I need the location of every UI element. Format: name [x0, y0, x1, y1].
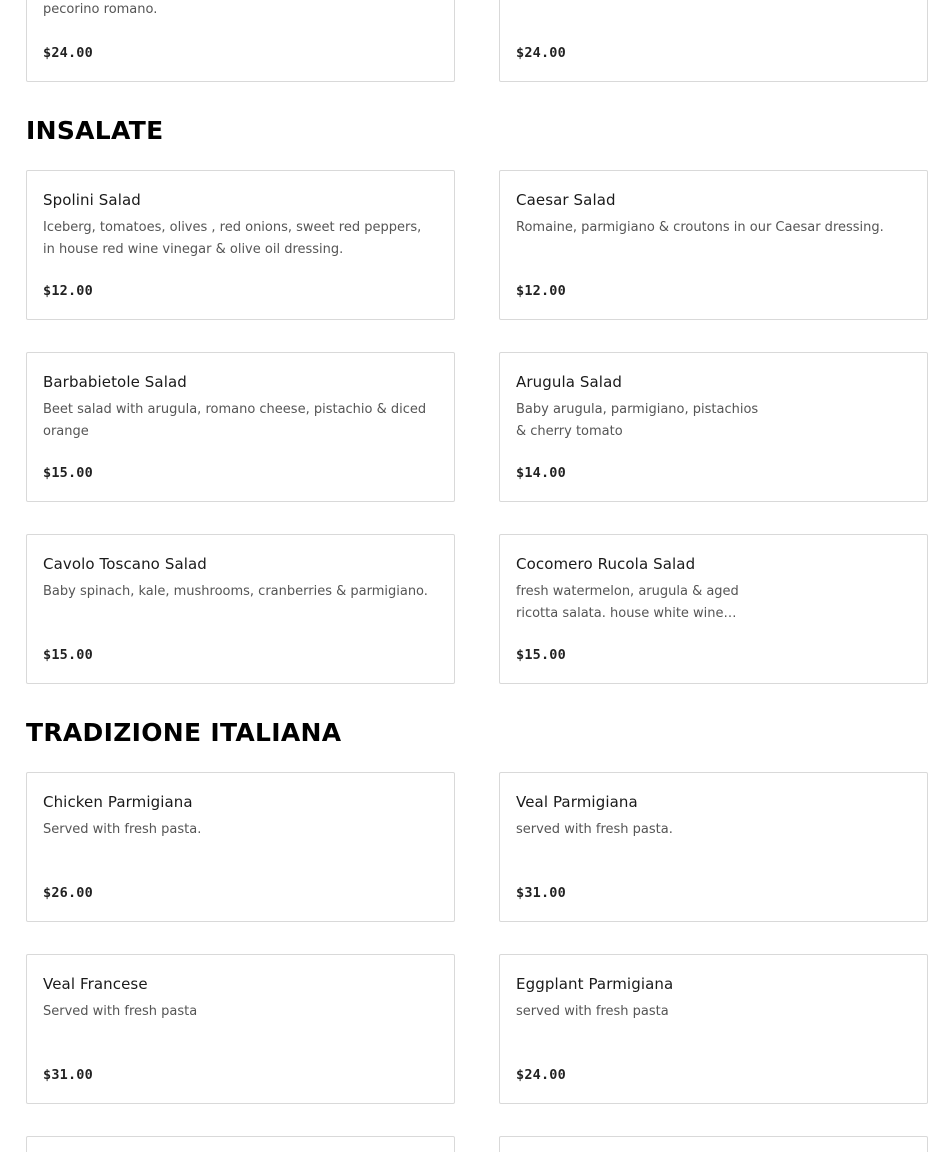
menu-item-card[interactable]: [499, 772, 928, 922]
menu-item-card[interactable]: [26, 1136, 455, 1152]
menu-item-price: $14.00: [516, 465, 566, 481]
menu-item-price: $24.00: [516, 1067, 566, 1083]
menu-item-name: Spolini Salad: [43, 191, 141, 209]
menu-item-description: served with fresh pasta.: [516, 822, 673, 837]
menu-item-description: Iceberg, tomatoes, olives , red onions, sweet red peppers, in house red wine vinegar & olive oil dressing.: [43, 220, 422, 257]
menu-item-name: Barbabietole Salad: [43, 373, 187, 391]
menu-item-description: Served with fresh pasta.: [43, 822, 202, 837]
menu-item-price: $12.00: [516, 283, 566, 299]
menu-item-price: $15.00: [43, 465, 93, 481]
menu-item-description: Beet salad with arugula, romano cheese, pistachio & diced orange: [43, 402, 427, 439]
menu-item-price: $24.00: [516, 45, 566, 61]
menu-item-price: $12.00: [43, 283, 93, 299]
menu-item-name: Veal Francese: [43, 975, 148, 993]
menu-item-description: Served with fresh pasta: [43, 1004, 198, 1019]
menu-item-name: Cavolo Toscano Salad: [43, 555, 207, 573]
menu-item-card[interactable]: [499, 534, 928, 684]
section-heading-tradizione-italiana: TRADIZIONE ITALIANA: [26, 718, 342, 747]
menu-item-name: Chicken Parmigiana: [43, 793, 193, 811]
menu-item-name: Cocomero Rucola Salad: [516, 555, 696, 573]
menu-item-price: $15.00: [43, 647, 93, 663]
menu-item-card[interactable]: [499, 352, 928, 502]
menu-item-card[interactable]: [26, 170, 455, 320]
menu-item-description: pecorino romano.: [43, 2, 158, 17]
menu-item-name: Veal Parmigiana: [516, 793, 638, 811]
menu-item-price: $24.00: [43, 45, 93, 61]
section-heading-insalate: INSALATE: [26, 116, 164, 145]
menu-item-card[interactable]: [26, 772, 455, 922]
menu-item-description: Romaine, parmigiano & croutons in our Caesar dressing.: [516, 220, 884, 235]
menu-item-card[interactable]: [499, 170, 928, 320]
menu-item-price: $31.00: [516, 885, 566, 901]
menu-item-name: Eggplant Parmigiana: [516, 975, 674, 993]
menu-item-price: $26.00: [43, 885, 93, 901]
menu-item-name: Arugula Salad: [516, 373, 622, 391]
menu-item-card[interactable]: [499, 0, 928, 82]
menu-item-name: Caesar Salad: [516, 191, 616, 209]
menu-item-description: fresh watermelon, arugula & aged ricotta salata. house white wine…: [516, 584, 739, 621]
menu-item-description: Baby arugula, parmigiano, pistachios & cherry tomato: [516, 402, 759, 439]
menu-item-card[interactable]: [26, 0, 455, 82]
menu-item-description: Baby spinach, kale, mushrooms, cranberries & parmigiano.: [43, 584, 428, 599]
menu-item-card[interactable]: [26, 534, 455, 684]
menu-item-card[interactable]: [26, 352, 455, 502]
menu-item-card[interactable]: [499, 1136, 928, 1152]
menu-item-card[interactable]: [26, 954, 455, 1104]
menu-item-card[interactable]: [499, 954, 928, 1104]
menu-item-description: served with fresh pasta: [516, 1004, 669, 1019]
menu-item-price: $15.00: [516, 647, 566, 663]
menu-item-price: $31.00: [43, 1067, 93, 1083]
